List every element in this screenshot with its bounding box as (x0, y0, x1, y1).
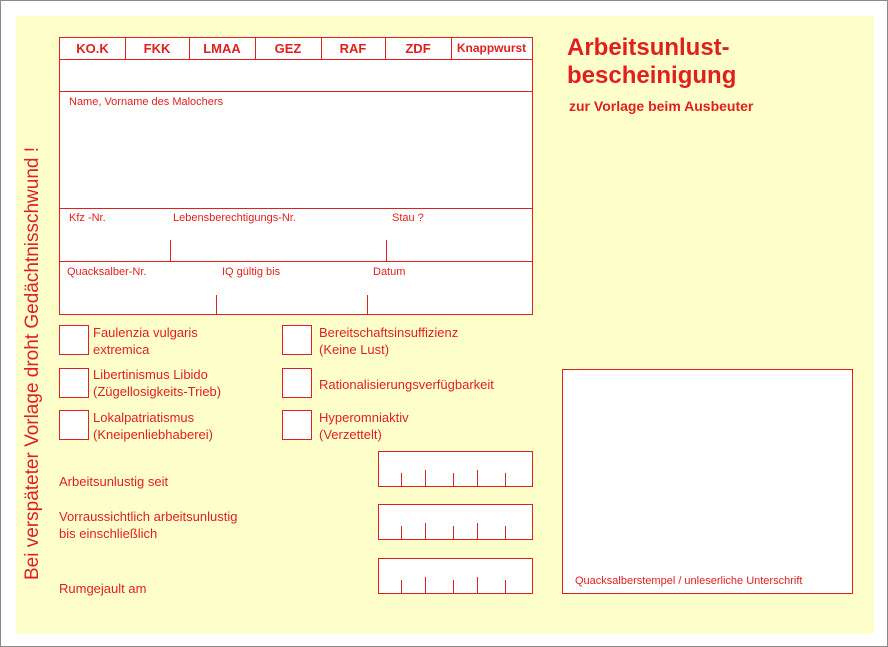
checkbox-label-lokal-1: Lokalpatriatismus (93, 410, 195, 425)
checkbox-lokalpatriatismus[interactable] (59, 410, 89, 440)
checkbox-label-faulenzia-1: Faulenzia vulgaris (93, 325, 198, 340)
checkbox-label-faulenzia-2: extremica (93, 342, 150, 357)
lebens-label: Lebensberechtigungs-Nr. (173, 212, 296, 224)
checkbox-label-hyper-1: Hyperomniaktiv (319, 410, 409, 425)
reported-label: Rumgejault am (59, 581, 147, 596)
field-separator (170, 240, 171, 261)
stamp-label: Quacksalberstempel / unleserliche Unterschrift (575, 575, 803, 587)
checkbox-label-libertinismus-2: (Zügellosigkeits-Trieb) (93, 384, 222, 399)
checkbox-label-hyper-2: (Verzettelt) (319, 427, 382, 442)
until-date-input[interactable] (378, 504, 533, 540)
header-cell-zdf[interactable]: ZDF (385, 38, 452, 59)
header-cell-knappwurst[interactable]: Knappwurst (456, 41, 527, 55)
checkbox-label-libertinismus-1: Libertinismus Libido (93, 367, 208, 382)
divider (60, 91, 532, 92)
stau-label: Stau ? (392, 212, 424, 224)
side-warning-text: Bei verspäteter Vorlage droht Gedächtnisschwund ! (22, 146, 43, 580)
checkbox-faulenzia[interactable] (59, 325, 89, 355)
checkbox-label-bereitschaft-2: (Keine Lust) (319, 342, 390, 357)
header-cell-raf[interactable]: RAF (321, 38, 386, 59)
header-cell-kok[interactable]: KO.K (60, 38, 126, 59)
kfz-label: Kfz -Nr. (69, 212, 106, 224)
iq-label: IQ gültig bis (222, 266, 281, 278)
checkbox-bereitschaft[interactable] (282, 325, 312, 355)
checkbox-libertinismus[interactable] (59, 368, 89, 398)
datum-label: Datum (373, 266, 406, 278)
stamp-signature-box[interactable] (562, 369, 853, 594)
checkbox-label-bereitschaft-1: Bereitschaftsinsuffizienz (319, 325, 459, 340)
since-label: Arbeitsunlustig seit (59, 474, 169, 489)
since-date-input[interactable] (378, 451, 533, 487)
name-label: Name, Vorname des Malochers (69, 96, 224, 108)
insurer-header-row (60, 38, 532, 60)
header-cell-fkk[interactable]: FKK (125, 38, 190, 59)
field-separator (216, 295, 217, 314)
quacksalber-label: Quacksalber-Nr. (67, 266, 147, 278)
header-cell-gez[interactable]: GEZ (255, 38, 322, 59)
checkbox-label-lokal-2: (Kneipenliebhaberei) (93, 427, 213, 442)
divider (60, 208, 532, 209)
title-line-2: bescheinigung (567, 62, 737, 89)
header-cell-lmaa[interactable]: LMAA (189, 38, 256, 59)
field-separator (386, 240, 387, 261)
checkbox-label-rationalisierung: Rationalisierungsverfügbarkeit (319, 377, 494, 392)
until-label-1: Vorraussichtlich arbeitsunlustig (59, 509, 238, 524)
reported-date-input[interactable] (378, 558, 533, 594)
divider (60, 261, 532, 262)
personal-data-form (59, 37, 533, 315)
field-separator (367, 295, 368, 314)
subtitle: zur Vorlage beim Ausbeuter (569, 98, 754, 114)
until-label-2: bis einschließlich (59, 526, 158, 541)
title-line-1: Arbeitsunlust- (567, 34, 730, 61)
checkbox-rationalisierung[interactable] (282, 368, 312, 398)
checkbox-hyperomniaktiv[interactable] (282, 410, 312, 440)
